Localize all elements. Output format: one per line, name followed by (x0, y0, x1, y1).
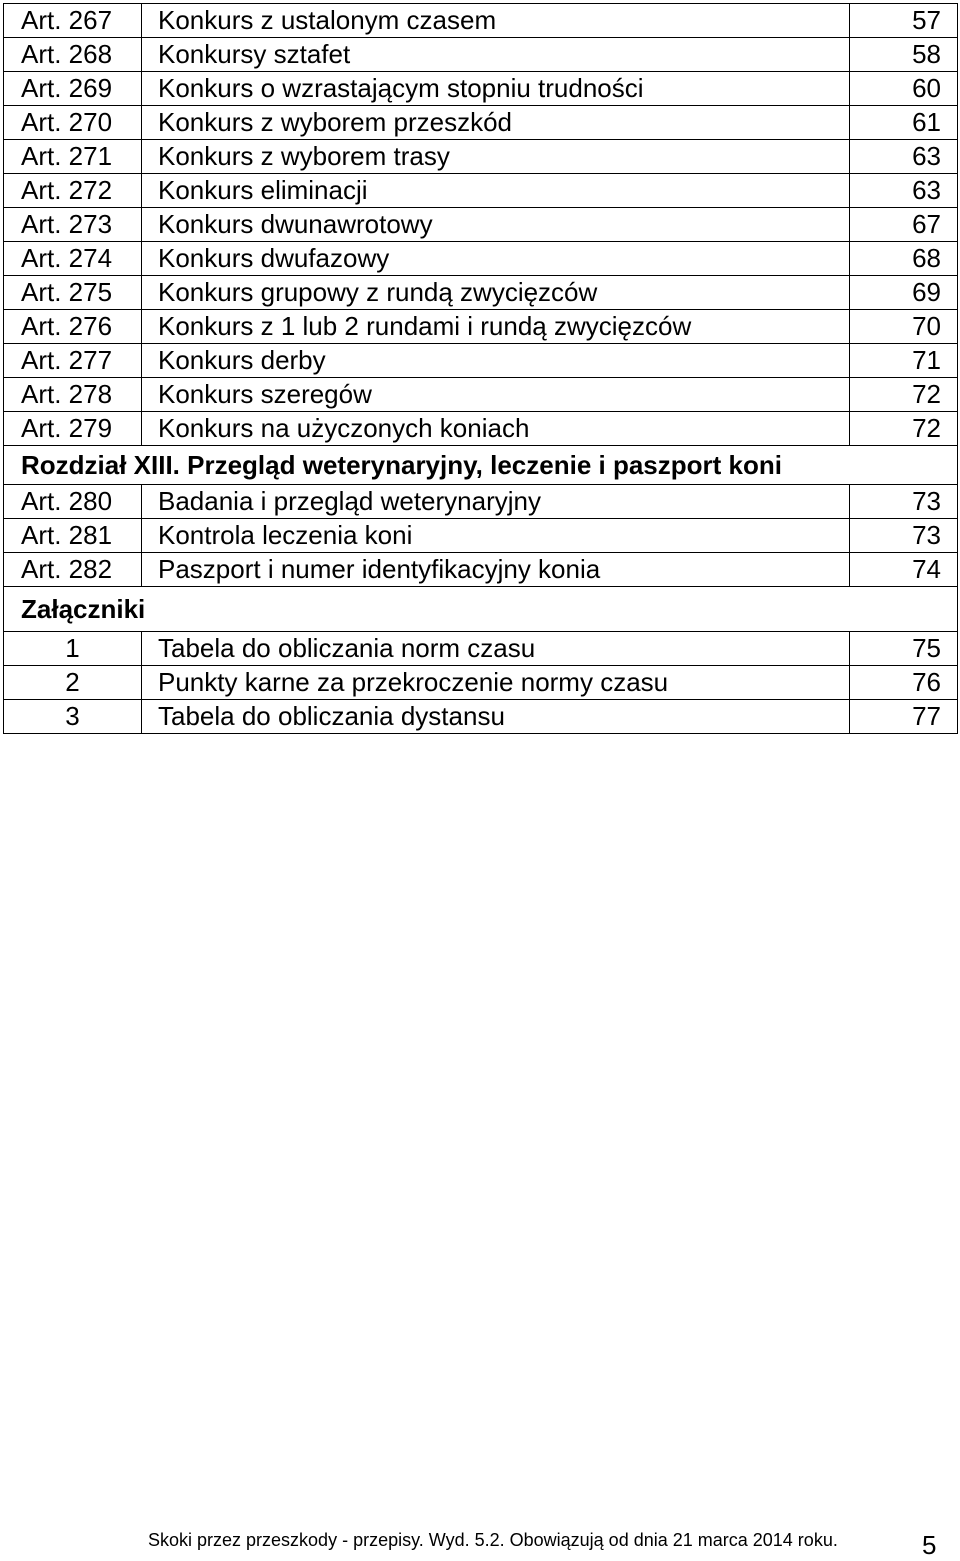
page-ref: 57 (850, 4, 958, 38)
article-title: Konkurs na użyczonych koniach (142, 412, 850, 446)
article-title: Konkursy sztafet (142, 38, 850, 72)
article-number: Art. 271 (4, 140, 142, 174)
article-title: Konkurs o wzrastającym stopniu trudności (142, 72, 850, 106)
article-number: Art. 268 (4, 38, 142, 72)
article-number: Art. 277 (4, 344, 142, 378)
toc-row (4, 106, 958, 140)
page-ref: 75 (850, 632, 958, 666)
article-title: Konkurs derby (142, 344, 850, 378)
attachment-number: 2 (4, 666, 142, 700)
page-ref: 63 (850, 174, 958, 208)
page-ref: 61 (850, 106, 958, 140)
page-ref: 60 (850, 72, 958, 106)
page-footer: Skoki przez przeszkody - przepisy. Wyd. 5.2. Obowiązują od dnia 21 marca 2014 roku. (148, 1530, 838, 1550)
article-number: Art. 278 (4, 378, 142, 412)
toc-row (4, 276, 958, 310)
article-title: Paszport i numer identyfikacyjny konia (142, 553, 850, 587)
attachment-row (4, 700, 958, 734)
toc-row (4, 140, 958, 174)
article-number: Art. 267 (4, 4, 142, 38)
chapter-heading-row (4, 446, 958, 485)
attachments-heading-row (4, 587, 958, 632)
article-number: Art. 270 (4, 106, 142, 140)
page-ref: 67 (850, 208, 958, 242)
page-ref: 71 (850, 344, 958, 378)
page-ref: 72 (850, 412, 958, 446)
toc-row (4, 378, 958, 412)
toc-row (4, 344, 958, 378)
toc-row (4, 72, 958, 106)
article-title: Konkurs szeregów (142, 378, 850, 412)
article-number: Art. 275 (4, 276, 142, 310)
page-ref: 72 (850, 378, 958, 412)
page-ref: 70 (850, 310, 958, 344)
toc-row (4, 38, 958, 72)
page-ref: 73 (850, 519, 958, 553)
attachment-title: Punkty karne za przekroczenie normy czasu (142, 666, 850, 700)
article-number: Art. 282 (4, 553, 142, 587)
article-title: Kontrola leczenia koni (142, 519, 850, 553)
attachment-title: Tabela do obliczania norm czasu (142, 632, 850, 666)
toc-row (4, 553, 958, 587)
article-title: Konkurs grupowy z rundą zwycięzców (142, 276, 850, 310)
page-ref: 74 (850, 553, 958, 587)
attachment-row (4, 666, 958, 700)
chapter-heading: Rozdział XIII. Przegląd weterynaryjny, leczenie i paszport koni (4, 446, 958, 485)
table-of-contents (3, 3, 958, 734)
attachment-row (4, 632, 958, 666)
toc-row (4, 310, 958, 344)
article-title: Konkurs z wyborem przeszkód (142, 106, 850, 140)
toc-row (4, 208, 958, 242)
article-number: Art. 280 (4, 485, 142, 519)
page-ref: 69 (850, 276, 958, 310)
page-ref: 73 (850, 485, 958, 519)
toc-row (4, 242, 958, 276)
toc-row (4, 412, 958, 446)
article-title: Konkurs z ustalonym czasem (142, 4, 850, 38)
article-title: Konkurs dwunawrotowy (142, 208, 850, 242)
article-number: Art. 279 (4, 412, 142, 446)
toc-row (4, 4, 958, 38)
page-ref: 77 (850, 700, 958, 734)
toc-row (4, 174, 958, 208)
attachments-heading: Załączniki (4, 587, 958, 632)
article-number: Art. 273 (4, 208, 142, 242)
page-number: 5 (922, 1530, 937, 1560)
attachment-title: Tabela do obliczania dystansu (142, 700, 850, 734)
article-number: Art. 269 (4, 72, 142, 106)
article-number: Art. 272 (4, 174, 142, 208)
article-title: Konkurs z 1 lub 2 rundami i rundą zwycięzców (142, 310, 850, 344)
page-ref: 58 (850, 38, 958, 72)
article-number: Art. 276 (4, 310, 142, 344)
article-number: Art. 274 (4, 242, 142, 276)
article-number: Art. 281 (4, 519, 142, 553)
page-ref: 63 (850, 140, 958, 174)
attachment-number: 3 (4, 700, 142, 734)
toc-row (4, 519, 958, 553)
attachment-number: 1 (4, 632, 142, 666)
article-title: Badania i przegląd weterynaryjny (142, 485, 850, 519)
page-ref: 68 (850, 242, 958, 276)
article-title: Konkurs z wyborem trasy (142, 140, 850, 174)
toc-row (4, 485, 958, 519)
article-title: Konkurs eliminacji (142, 174, 850, 208)
page-ref: 76 (850, 666, 958, 700)
article-title: Konkurs dwufazowy (142, 242, 850, 276)
